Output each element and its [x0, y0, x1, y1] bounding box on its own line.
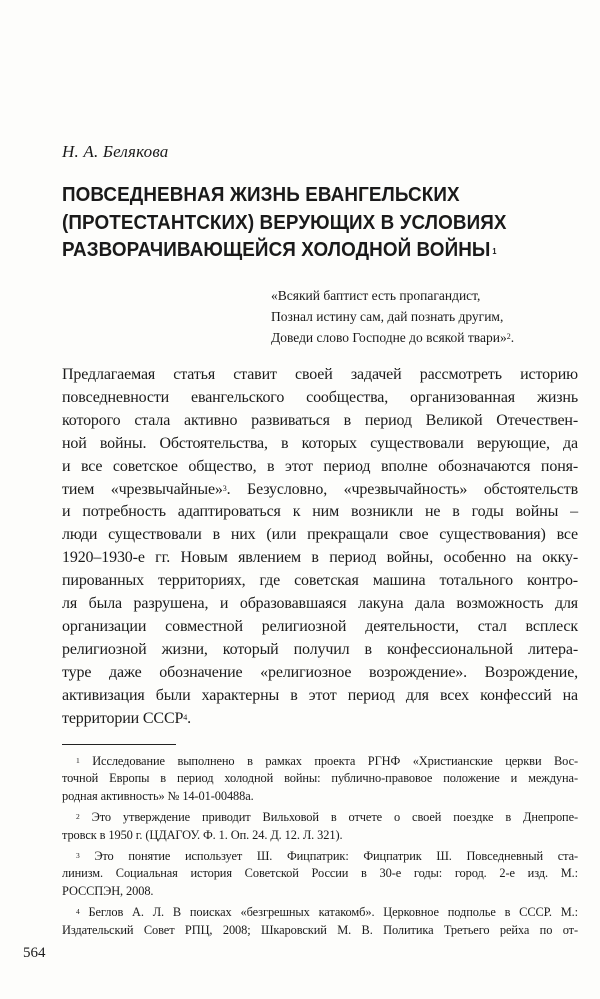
body-line: повседневности евангельского сообщества, организованная жизнь	[62, 388, 578, 406]
body-line: ля была разрушена, и образовавшаяся лакуна дала возможность для	[62, 595, 578, 613]
body-line: организации совместной религиозной деятельности, стал всплеск	[62, 617, 578, 635]
body-line: туре даже обозначение «религиозное возрождение». Возрождение,	[62, 663, 578, 681]
epigraph-footnote-mark: 2	[506, 332, 511, 341]
footnote	[62, 753, 578, 805]
body-line: активизация были характерны в этот период для всех конфессий на	[62, 686, 578, 704]
title-line: РАЗВОРАЧИВАЮЩЕЙСЯ ХОЛОДНОЙ ВОЙНЫ $^1$	[62, 238, 497, 261]
footnote-line: Исследование выполнено в рамках проекта РГНФ «Христианские церкви Вос-	[92, 754, 578, 768]
footnote-line: точной Европы в период холодной войны: публично-правовое положение и междуна-	[62, 771, 578, 786]
body-line: территории СССР$^4$.	[62, 709, 191, 727]
epigraph-line: Познал истину сам, дай познать другим,	[271, 309, 504, 324]
footnote	[62, 809, 578, 844]
body-footnote-mark: 4	[183, 712, 188, 722]
footnote-mark: 1	[76, 756, 80, 765]
body-line: Предлагаемая статья ставит своей задачей рассмотреть историю	[62, 366, 578, 383]
footnote-line: Это утверждение приводит Вильховой в отчете о своей поездке в Днепропе-	[91, 810, 578, 825]
body-line: пированных территориях, где советская машина тотального контро-	[62, 572, 578, 590]
footnote-line: родная активность» № 14-01-00488а.	[62, 788, 254, 803]
footnote-line: линизм. Социальная история Советской России в 30-е годы: город. 2-е изд. М.:	[62, 866, 578, 881]
footnote-mark: 3	[76, 851, 80, 861]
footnote-mark: 4	[76, 907, 80, 917]
title-line: ПОВСЕДНЕВНАЯ ЖИЗНЬ ЕВАНГЕЛЬСКИХ	[62, 183, 460, 206]
author-name: Н. А. Белякова	[62, 142, 169, 161]
title-footnote-mark: 1	[492, 247, 497, 256]
body-line: которого стала активно развиваться в период Великой Отечествен-	[62, 411, 578, 429]
body-footnote-mark: 3	[222, 483, 227, 493]
body-line: религиозной жизни, который получил в конфессиональной литера-	[62, 640, 578, 658]
article-body	[62, 364, 578, 731]
footnote-divider	[62, 744, 176, 745]
footnote	[62, 848, 578, 900]
footnotes	[62, 753, 578, 943]
footnote-line: Это понятие использует Ш. Фицпатрик: Фицпатрик Ш. Повседневный ста-	[94, 849, 578, 864]
footnote-line: РОССПЭН, 2008.	[62, 883, 154, 898]
body-line: люди существовали в них (или прекращали свое существования) все	[62, 526, 578, 544]
page-number: 564	[23, 945, 46, 961]
footnote-mark: 2	[76, 812, 80, 822]
epigraph-line: «Всякий баптист есть пропагандист,	[271, 288, 481, 303]
body-line: и все советское общество, в этот период вполне обозначаются поня-	[62, 457, 578, 475]
epigraph-line: Доведи слово Господне до всякой твари»$^2$.	[271, 330, 515, 345]
footnote-line: Беглов А. Л. В поисках «безгрешных катакомб». Церковное подполье в СССР. М.:	[88, 905, 578, 920]
footnote	[62, 904, 578, 939]
footnote-line: тровск в 1950 г. (ЦДАГОУ. Ф. 1. Оп. 24. Д. 12. Л. 321).	[62, 827, 343, 842]
body-line: ной войны. Обстоятельства, в которых существовали верующие, да	[62, 434, 578, 452]
title-line: (ПРОТЕСТАНТСКИХ) ВЕРУЮЩИХ В УСЛОВИЯХ	[62, 210, 507, 234]
body-line: и потребность адаптироваться к ним возникли не в годы войны –	[62, 503, 578, 521]
footnote-line: Издательский Совет РПЦ, 2008; Шкаровский М. В. Политика Третьего рейха по от-	[62, 922, 578, 937]
body-line: 1920–1930-е гг. Новым явлением в период войны, особенно на окку-	[62, 549, 578, 567]
epigraph	[271, 285, 591, 348]
body-line: тием «чрезвычайные»$^3$. Безусловно, «чрезвычайность» обстоятельств	[62, 480, 578, 498]
article-title	[62, 181, 550, 264]
